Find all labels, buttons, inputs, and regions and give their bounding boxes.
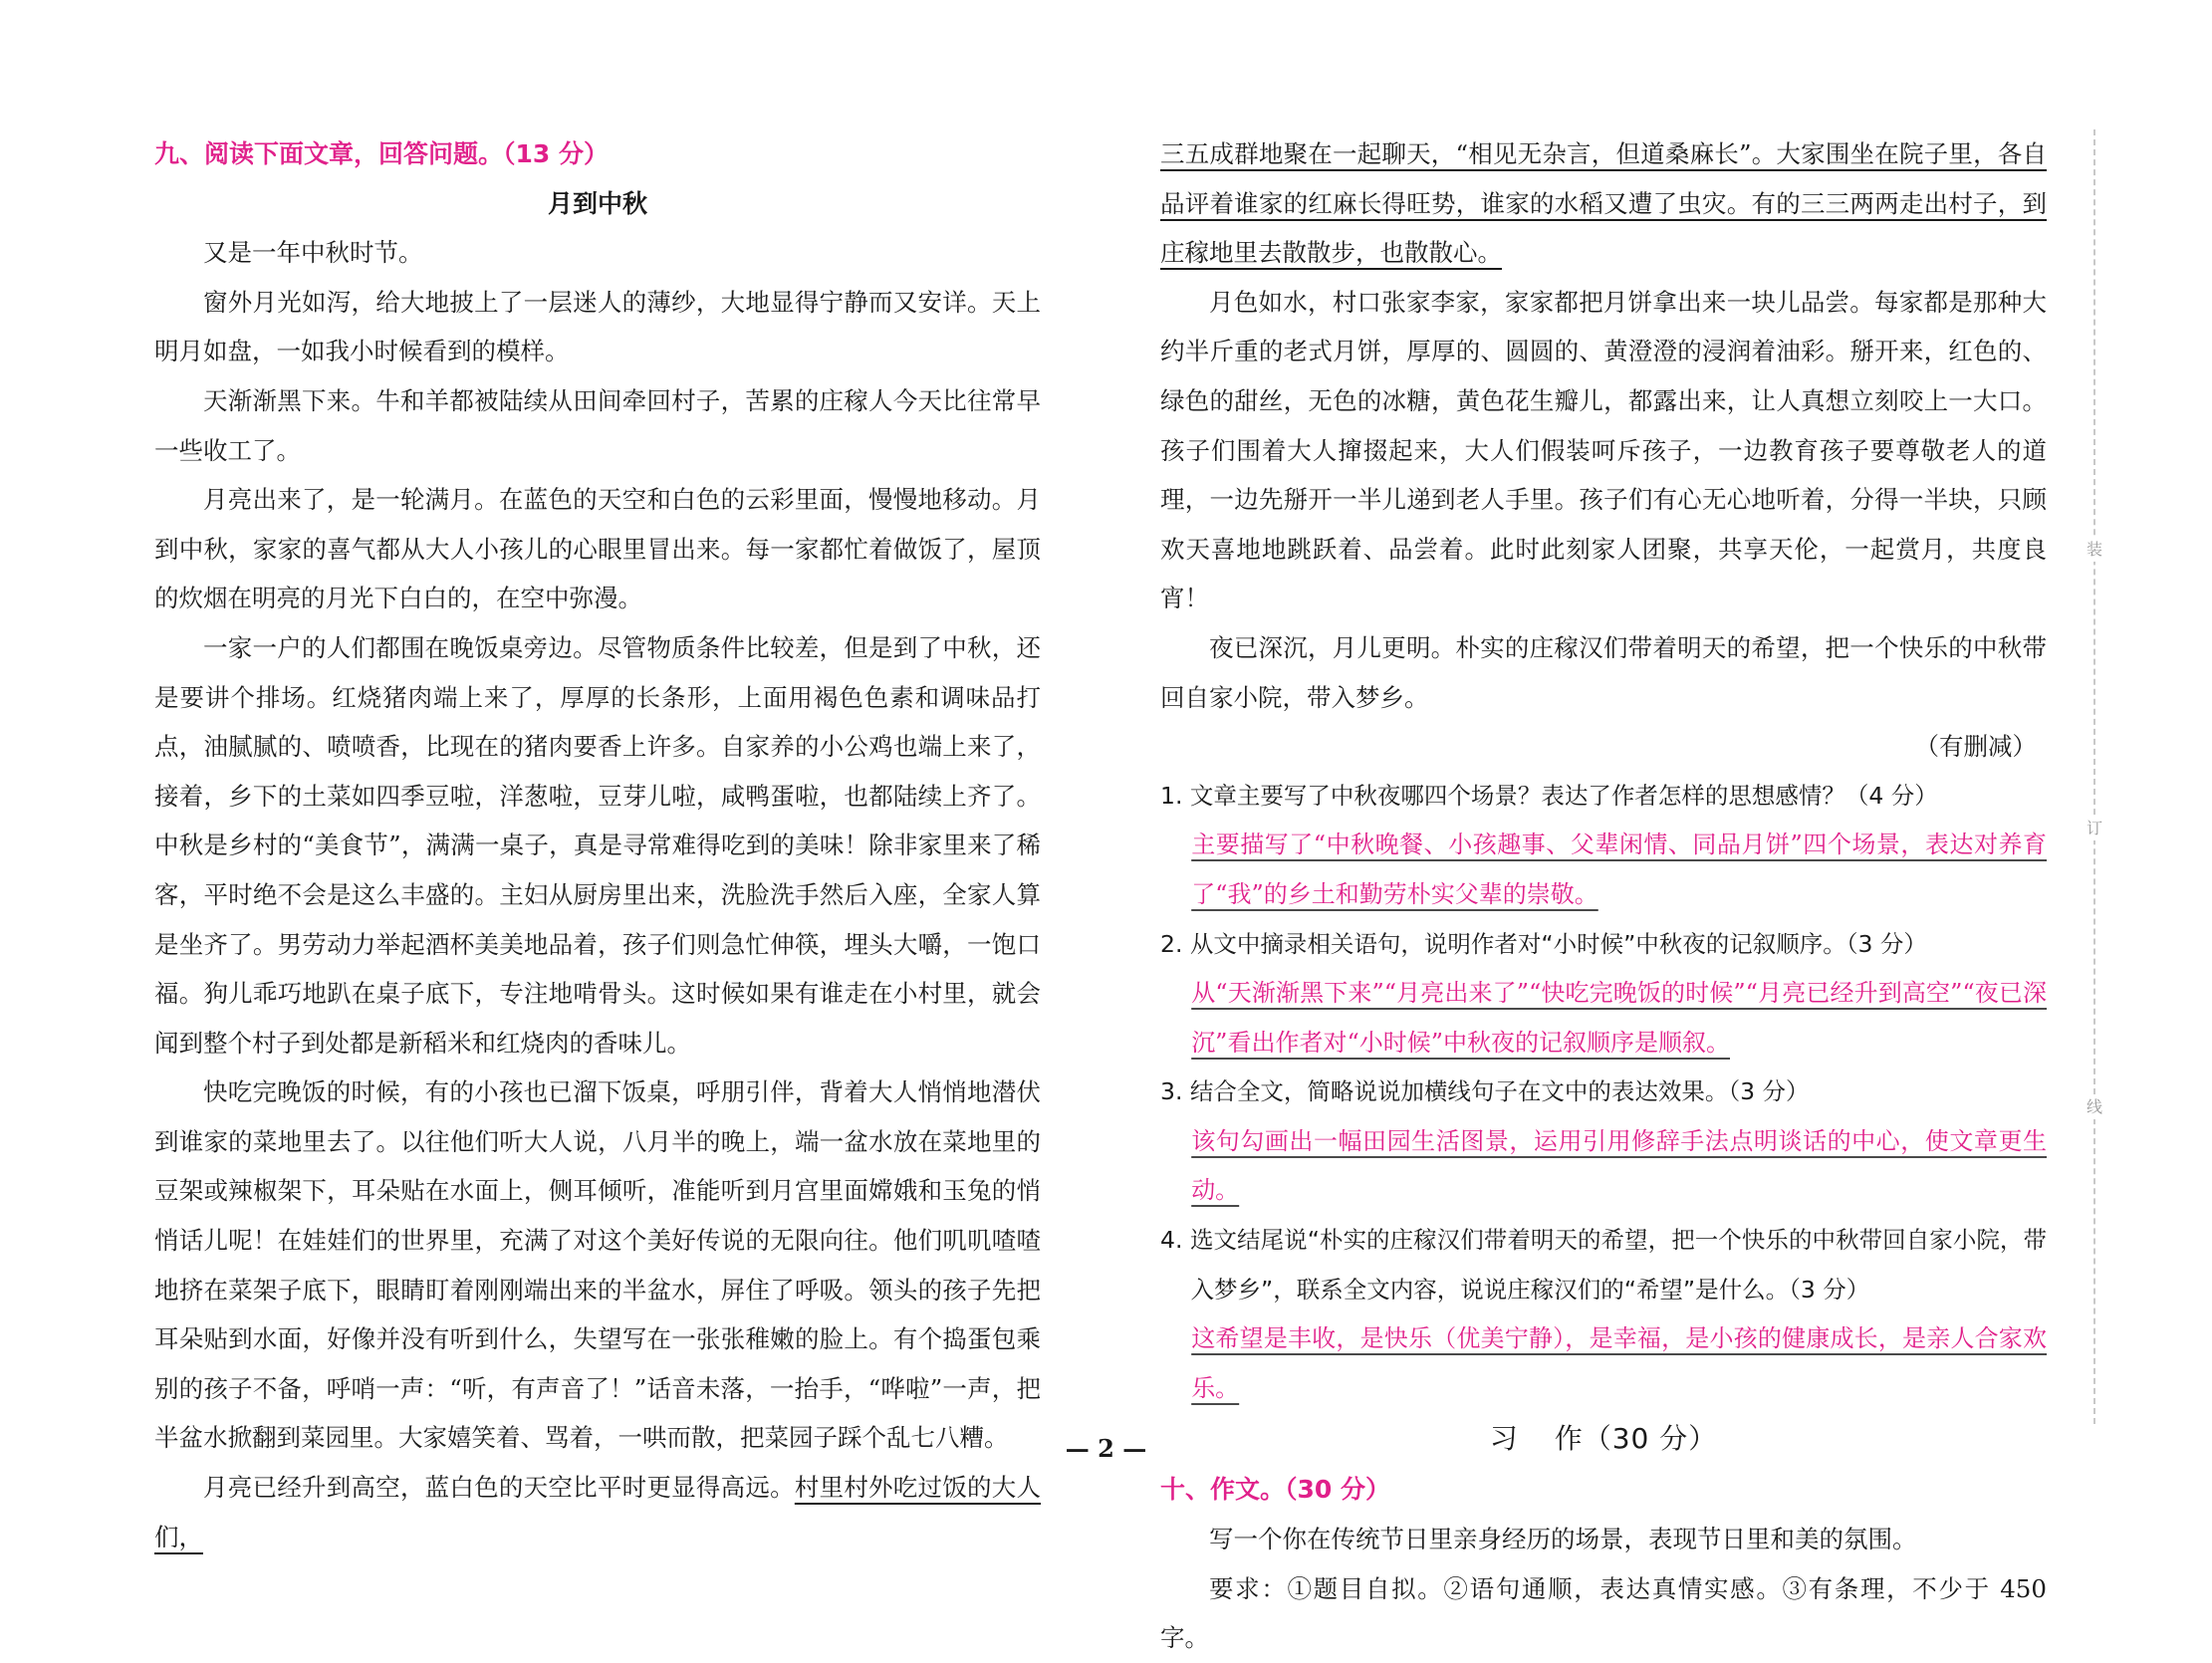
binding-mark: 订 bbox=[2085, 817, 2104, 840]
question-3 bbox=[1160, 1068, 2047, 1216]
composition-heading: 十、作文。（30 分） bbox=[1160, 1475, 1390, 1505]
binding-mark: 装 bbox=[2085, 538, 2104, 562]
article-paragraph: 一家一户的人们都围在晚饭桌旁边。尽管物质条件比较差，但是到了中秋，还是要讲个排场。红烧猪肉端上来了，厚厚的长条形，上面用褐色色素和调味品打点，油腻腻的、喷喷香，比现在的猪肉要香上许多。自家养的小公鸡也端上来了，接着，乡下的土菜如四季豆啦，洋葱啦，豆芽儿啦，咸鸭蛋啦，也都陆续上齐了。中秋是乡村的“美食节”，满满一桌子，真是寻常难得吃到的美味！除非家里来了稀客，平时绝不会是这么丰盛的。主妇从厨房里出来，洗脸洗手然后入座，全家人算是坐齐了。男劳动力举起酒杯美美地品着，孩子们则急忙伸筷，埋头大嚼，一饱口福。狗儿乖巧地趴在桌子底下，专注地啃骨头。这时候如果有谁走在小村里，就会闻到整个村子到处都是新稻米和红烧肉的香味儿。 bbox=[154, 632, 1041, 1058]
answer-text: 从“天渐渐黑下来”“月亮出来了”“快吃完晚饭的时候”“月亮已经升到高空”“夜已深沉”看出作者对“小时候”中秋夜的记叙顺序是顺叙。 bbox=[1191, 979, 2047, 1057]
article-title: 月到中秋 bbox=[547, 188, 647, 218]
article-paragraph-last bbox=[154, 1463, 1041, 1561]
article-paragraph: 快吃完晚饭的时候，有的小孩也已溜下饭桌，呼朋引伴，背着大人悄悄地潜伏到谁家的菜地里去了。以往他们听大人说，八月半的晚上，端一盆水放在菜地里的豆架或辣椒架下，耳朵贴在水面上，侧耳倾听，准能听到月宫里面嫦娥和玉兔的悄悄话儿呢！在娃娃们的世界里，充满了对这个美好传说的无限向往。他们叽叽喳喳地挤在菜架子底下，眼睛盯着刚刚端出来的半盆水，屏住了呼吸。领头的孩子先把耳朵贴到水面，好像并没有听到什么，失望写在一张张稚嫩的脸上。有个捣蛋包乘别的孩子不备，呼哨一声：“听，有声音了！”话音未落，一抬手，“哗啦”一声，把半盆水掀翻到菜园里。大家嬉笑着、骂着，一哄而散，把菜园子踩个乱七八糟。 bbox=[154, 1077, 1041, 1453]
answer-text: 这希望是丰收，是快乐（优美宁静），是幸福，是小孩的健康成长，是亲人合家欢乐。 bbox=[1191, 1324, 2047, 1402]
answer-text: 主要描写了“中秋晚餐、小孩趣事、父辈闲情、同品月饼”四个场景，表达对养育了“我”的乡土和勤劳朴实父辈的崇敬。 bbox=[1191, 831, 2047, 908]
left-column bbox=[154, 129, 1041, 1561]
composition-requirements: 要求：①题目自拟。②语句通顺，表达真情实感。③有条理，不少于 450 字。 bbox=[1160, 1573, 2047, 1653]
reading-section-heading: 九、阅读下面文章，回答问题。（13 分） bbox=[154, 139, 609, 168]
answer-text: 该句勾画出一幅田园生活图景，运用引用修辞手法点明谈话的中心，使文章更生动。 bbox=[1191, 1126, 2047, 1205]
abridged-note: （有删减） bbox=[1914, 732, 2037, 762]
underlined-sentence: 村里村外吃过饭的大人们， bbox=[154, 1473, 1042, 1551]
question-1 bbox=[1160, 772, 2047, 920]
writing-section-title: 习 作（30 分） bbox=[1489, 1422, 1718, 1456]
article-text: 月亮已经升到高空，蓝白色的天空比平时更显得高远。 bbox=[203, 1473, 795, 1503]
article-paragraph: 月亮出来了，是一轮满月。在蓝色的天空和白色的云彩里面，慢慢地移动。月到中秋，家家的喜气都从大人小孩儿的心眼里冒出来。每一家都忙着做饭了，屋顶的炊烟在明亮的月光下白白的，在空中弥漫。 bbox=[154, 485, 1041, 613]
composition-prompt: 写一个你在传统节日里亲身经历的场景，表现节日里和美的氛围。 bbox=[1209, 1525, 1917, 1554]
underlined-sentence-continued: 三五成群地聚在一起聊天，“相见无杂言，但道桑麻长”。大家围坐在院子里，各自品评着谁家的红麻长得旺势，谁家的水稻又遭了虫灾。有的三三两两走出村子，到庄稼地里去散散步，也散散心。 bbox=[1160, 139, 2047, 268]
question-2 bbox=[1160, 920, 2047, 1069]
article-paragraph: 夜已深沉，月儿更明。朴实的庄稼汉们带着明天的希望，把一个快乐的中秋带回自家小院，带入梦乡。 bbox=[1160, 632, 2047, 712]
question-text: 2. 从文中摘录相关语句，说明作者对“小时候”中秋夜的记叙顺序。（3 分） bbox=[1160, 929, 1927, 958]
right-column bbox=[1160, 129, 2047, 1663]
article-paragraph: 又是一年中秋时节。 bbox=[203, 238, 423, 268]
binding-line bbox=[2085, 129, 2104, 1424]
question-text: 4. 选文结尾说“朴实的庄稼汉们带着明天的希望，把一个快乐的中秋带回自家小院，带入梦乡”，联系全文内容，说说庄稼汉们的“希望”是什么。（3 分） bbox=[1160, 1226, 2047, 1304]
page-number: — 2 — bbox=[1065, 1434, 1147, 1463]
question-text: 3. 结合全文，简略说说加横线句子在文中的表达效果。（3 分） bbox=[1160, 1077, 1810, 1106]
binding-mark: 线 bbox=[2085, 1095, 2104, 1119]
article-paragraph: 天渐渐黑下来。牛和羊都被陆续从田间牵回村子，苦累的庄稼人今天比往常早一些收工了。 bbox=[154, 385, 1041, 465]
article-paragraph: 窗外月光如泻，给大地披上了一层迷人的薄纱，大地显得宁静而又安详。天上明月如盘，一如我小时候看到的模样。 bbox=[154, 287, 1041, 366]
question-4 bbox=[1160, 1216, 2047, 1413]
question-text: 1. 文章主要写了中秋夜哪四个场景？表达了作者怎样的思想感情？（4 分） bbox=[1160, 781, 1938, 810]
article-paragraph: 月色如水，村口张家李家，家家都把月饼拿出来一块儿品尝。每家都是那种大约半斤重的老式月饼，厚厚的、圆圆的、黄澄澄的浸润着油彩。掰开来，红色的、绿色的甜丝，无色的冰糖，黄色花生瓣儿，都露出来，让人真想立刻咬上一大口。孩子们围着大人撺掇起来，大人们假装呵斥孩子，一边教育孩子要尊敬老人的道理，一边先掰开一半儿递到老人手里。孩子们有心无心地听着，分得一半块，只顾欢天喜地地跳跃着、品尝着。此时此刻家人团聚，共享天伦，一起赏月，共度良宵！ bbox=[1160, 287, 2047, 613]
article-continued bbox=[1160, 129, 2047, 278]
